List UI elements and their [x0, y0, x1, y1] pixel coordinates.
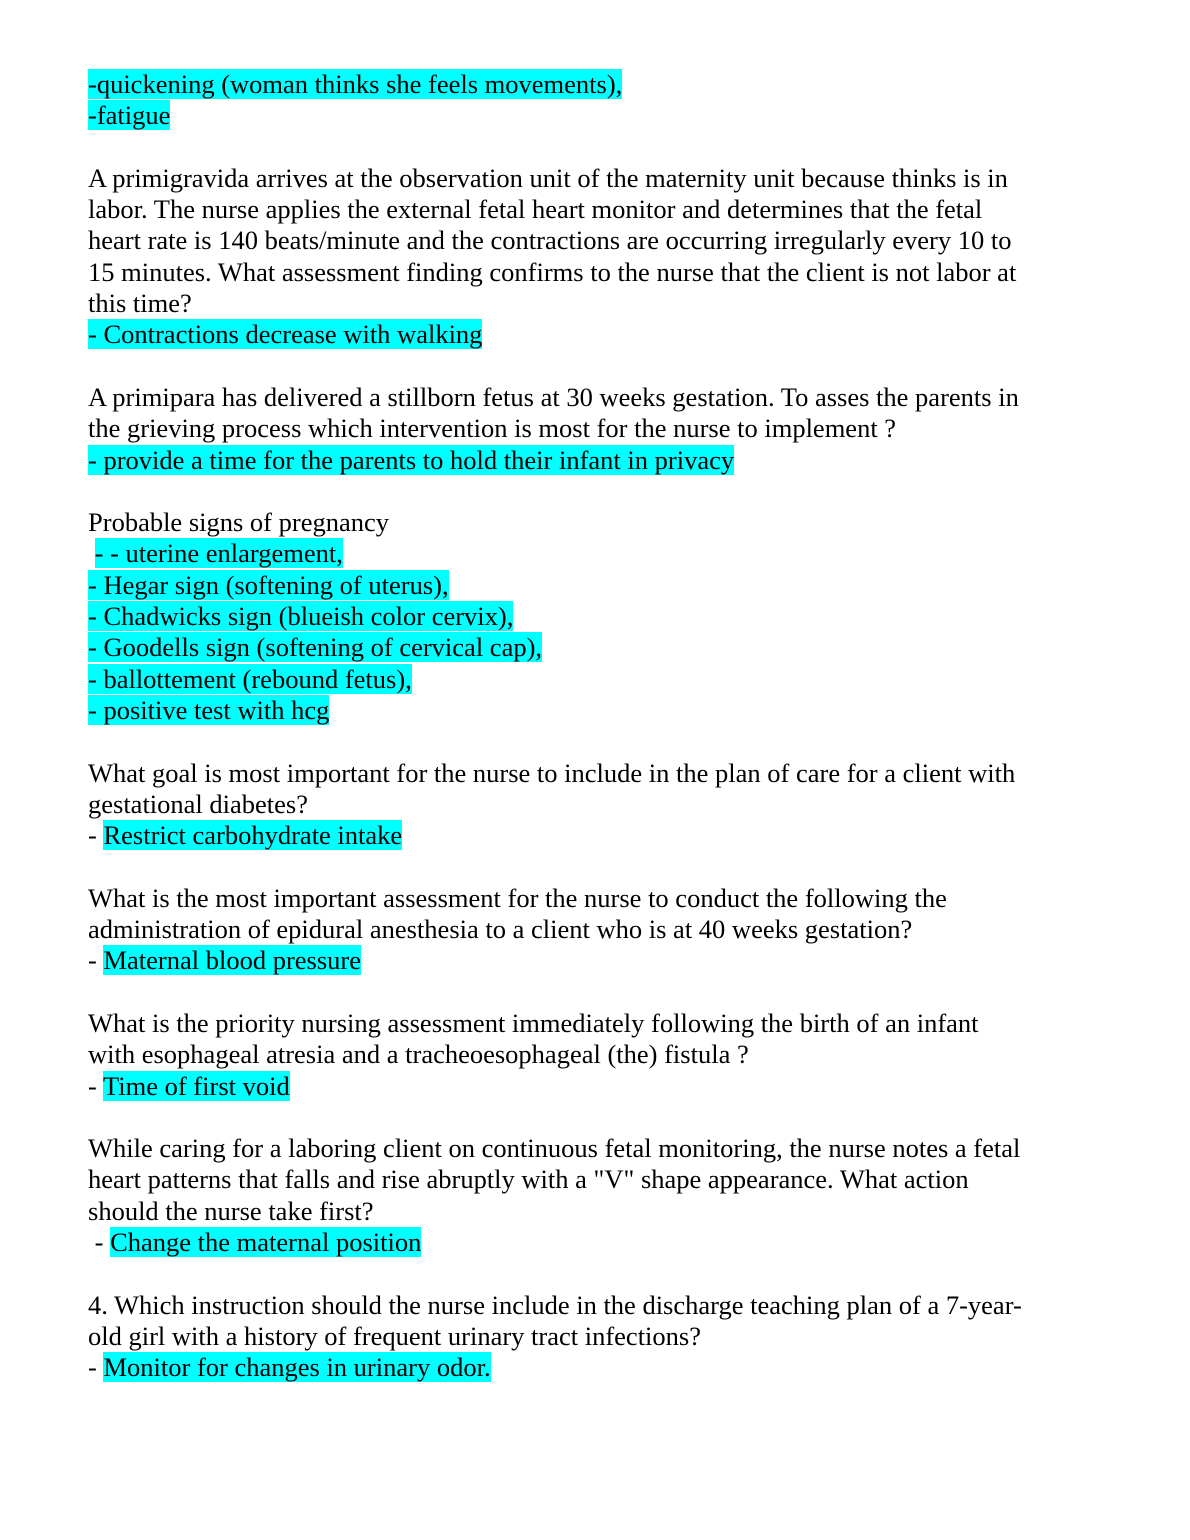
- signs-block: [88, 507, 1098, 726]
- answer-highlight: Maternal blood pressure: [103, 945, 362, 976]
- question-block-2: [88, 382, 1098, 476]
- question-block-1: [88, 163, 1098, 351]
- answer-prefix: -: [88, 1226, 111, 1257]
- answer-prefix: -: [88, 1070, 103, 1101]
- answer-highlight: Change the maternal position: [110, 1226, 422, 1257]
- list-item: - - uterine enlargement,: [94, 538, 343, 569]
- question-block-8: [88, 1290, 1098, 1384]
- question-text: 4. Which instruction should the nurse include in the discharge teaching plan of a 7-year-: [88, 1289, 1022, 1320]
- highlighted-text: -fatigue: [88, 100, 171, 131]
- question-text: While caring for a laboring client on continuous fetal monitoring, the nurse notes a fetal: [88, 1133, 1021, 1164]
- question-text: What is the priority nursing assessment immediately following the birth of an infant: [88, 1007, 979, 1038]
- question-text: with esophageal atresia and a tracheoesophageal (the) fistula ?: [88, 1039, 749, 1070]
- document-page: [88, 69, 1098, 1415]
- list-item: - Chadwicks sign (blueish color cervix),: [88, 601, 514, 632]
- answer-prefix: -: [88, 1352, 104, 1383]
- question-text: heart rate is 140 beats/minute and the contractions are occurring irregularly every 10 to: [88, 225, 1012, 256]
- list-item: - Goodells sign (softening of cervical cap),: [88, 632, 543, 663]
- question-text: labor. The nurse applies the external fetal heart monitor and determines that the fetal: [88, 194, 983, 225]
- question-text: What goal is most important for the nurse to include in the plan of care for a client with: [88, 757, 1016, 788]
- answer-highlight: Restrict carbohydrate intake: [103, 820, 403, 851]
- answer-highlight: - Contractions decrease with walking: [88, 319, 483, 350]
- question-text: heart patterns that falls and rise abruptly with a "V" shape appearance. What action: [88, 1164, 969, 1195]
- question-text: What is the most important assessment for the nurse to conduct the following the: [88, 882, 947, 913]
- question-text: administration of epidural anesthesia to a client who is at 40 weeks gestation?: [88, 914, 913, 945]
- question-text: A primigravida arrives at the observation unit of the maternity unit because thinks is in: [88, 162, 1008, 193]
- question-block-5: [88, 883, 1098, 977]
- answer-highlight: Monitor for changes in urinary odor.: [103, 1352, 491, 1383]
- list-item: - positive test with hcg: [88, 694, 330, 725]
- highlighted-text: -quickening (woman thinks she feels movements),: [88, 69, 623, 99]
- answer-prefix: -: [88, 945, 104, 976]
- list-item: - Hegar sign (softening of uterus),: [88, 569, 449, 600]
- question-text: 15 minutes. What assessment finding confirms to the nurse that the client is not labor at: [88, 256, 1017, 287]
- section-heading: Probable signs of pregnancy: [88, 507, 389, 538]
- answer-highlight: - provide a time for the parents to hold their infant in privacy: [88, 444, 735, 475]
- answer-prefix: -: [88, 820, 104, 851]
- item-prefix: [88, 538, 95, 568]
- question-text: gestational diabetes?: [88, 788, 309, 819]
- question-text: A primipara has delivered a stillborn fetus at 30 weeks gestation. To asses the parents in: [88, 381, 1019, 412]
- answer-highlight: Time of first void: [102, 1070, 290, 1101]
- question-text: should the nurse take first?: [88, 1195, 374, 1226]
- intro-block: [88, 69, 1098, 132]
- question-text: this time?: [88, 288, 192, 319]
- question-block-6: [88, 1008, 1098, 1102]
- question-block-4: [88, 758, 1098, 852]
- question-text: old girl with a history of frequent urinary tract infections?: [88, 1320, 701, 1351]
- list-item: - ballottement (rebound fetus),: [88, 663, 412, 694]
- question-text: the grieving process which intervention is most for the nurse to implement ?: [88, 413, 897, 444]
- question-block-7: [88, 1133, 1098, 1258]
